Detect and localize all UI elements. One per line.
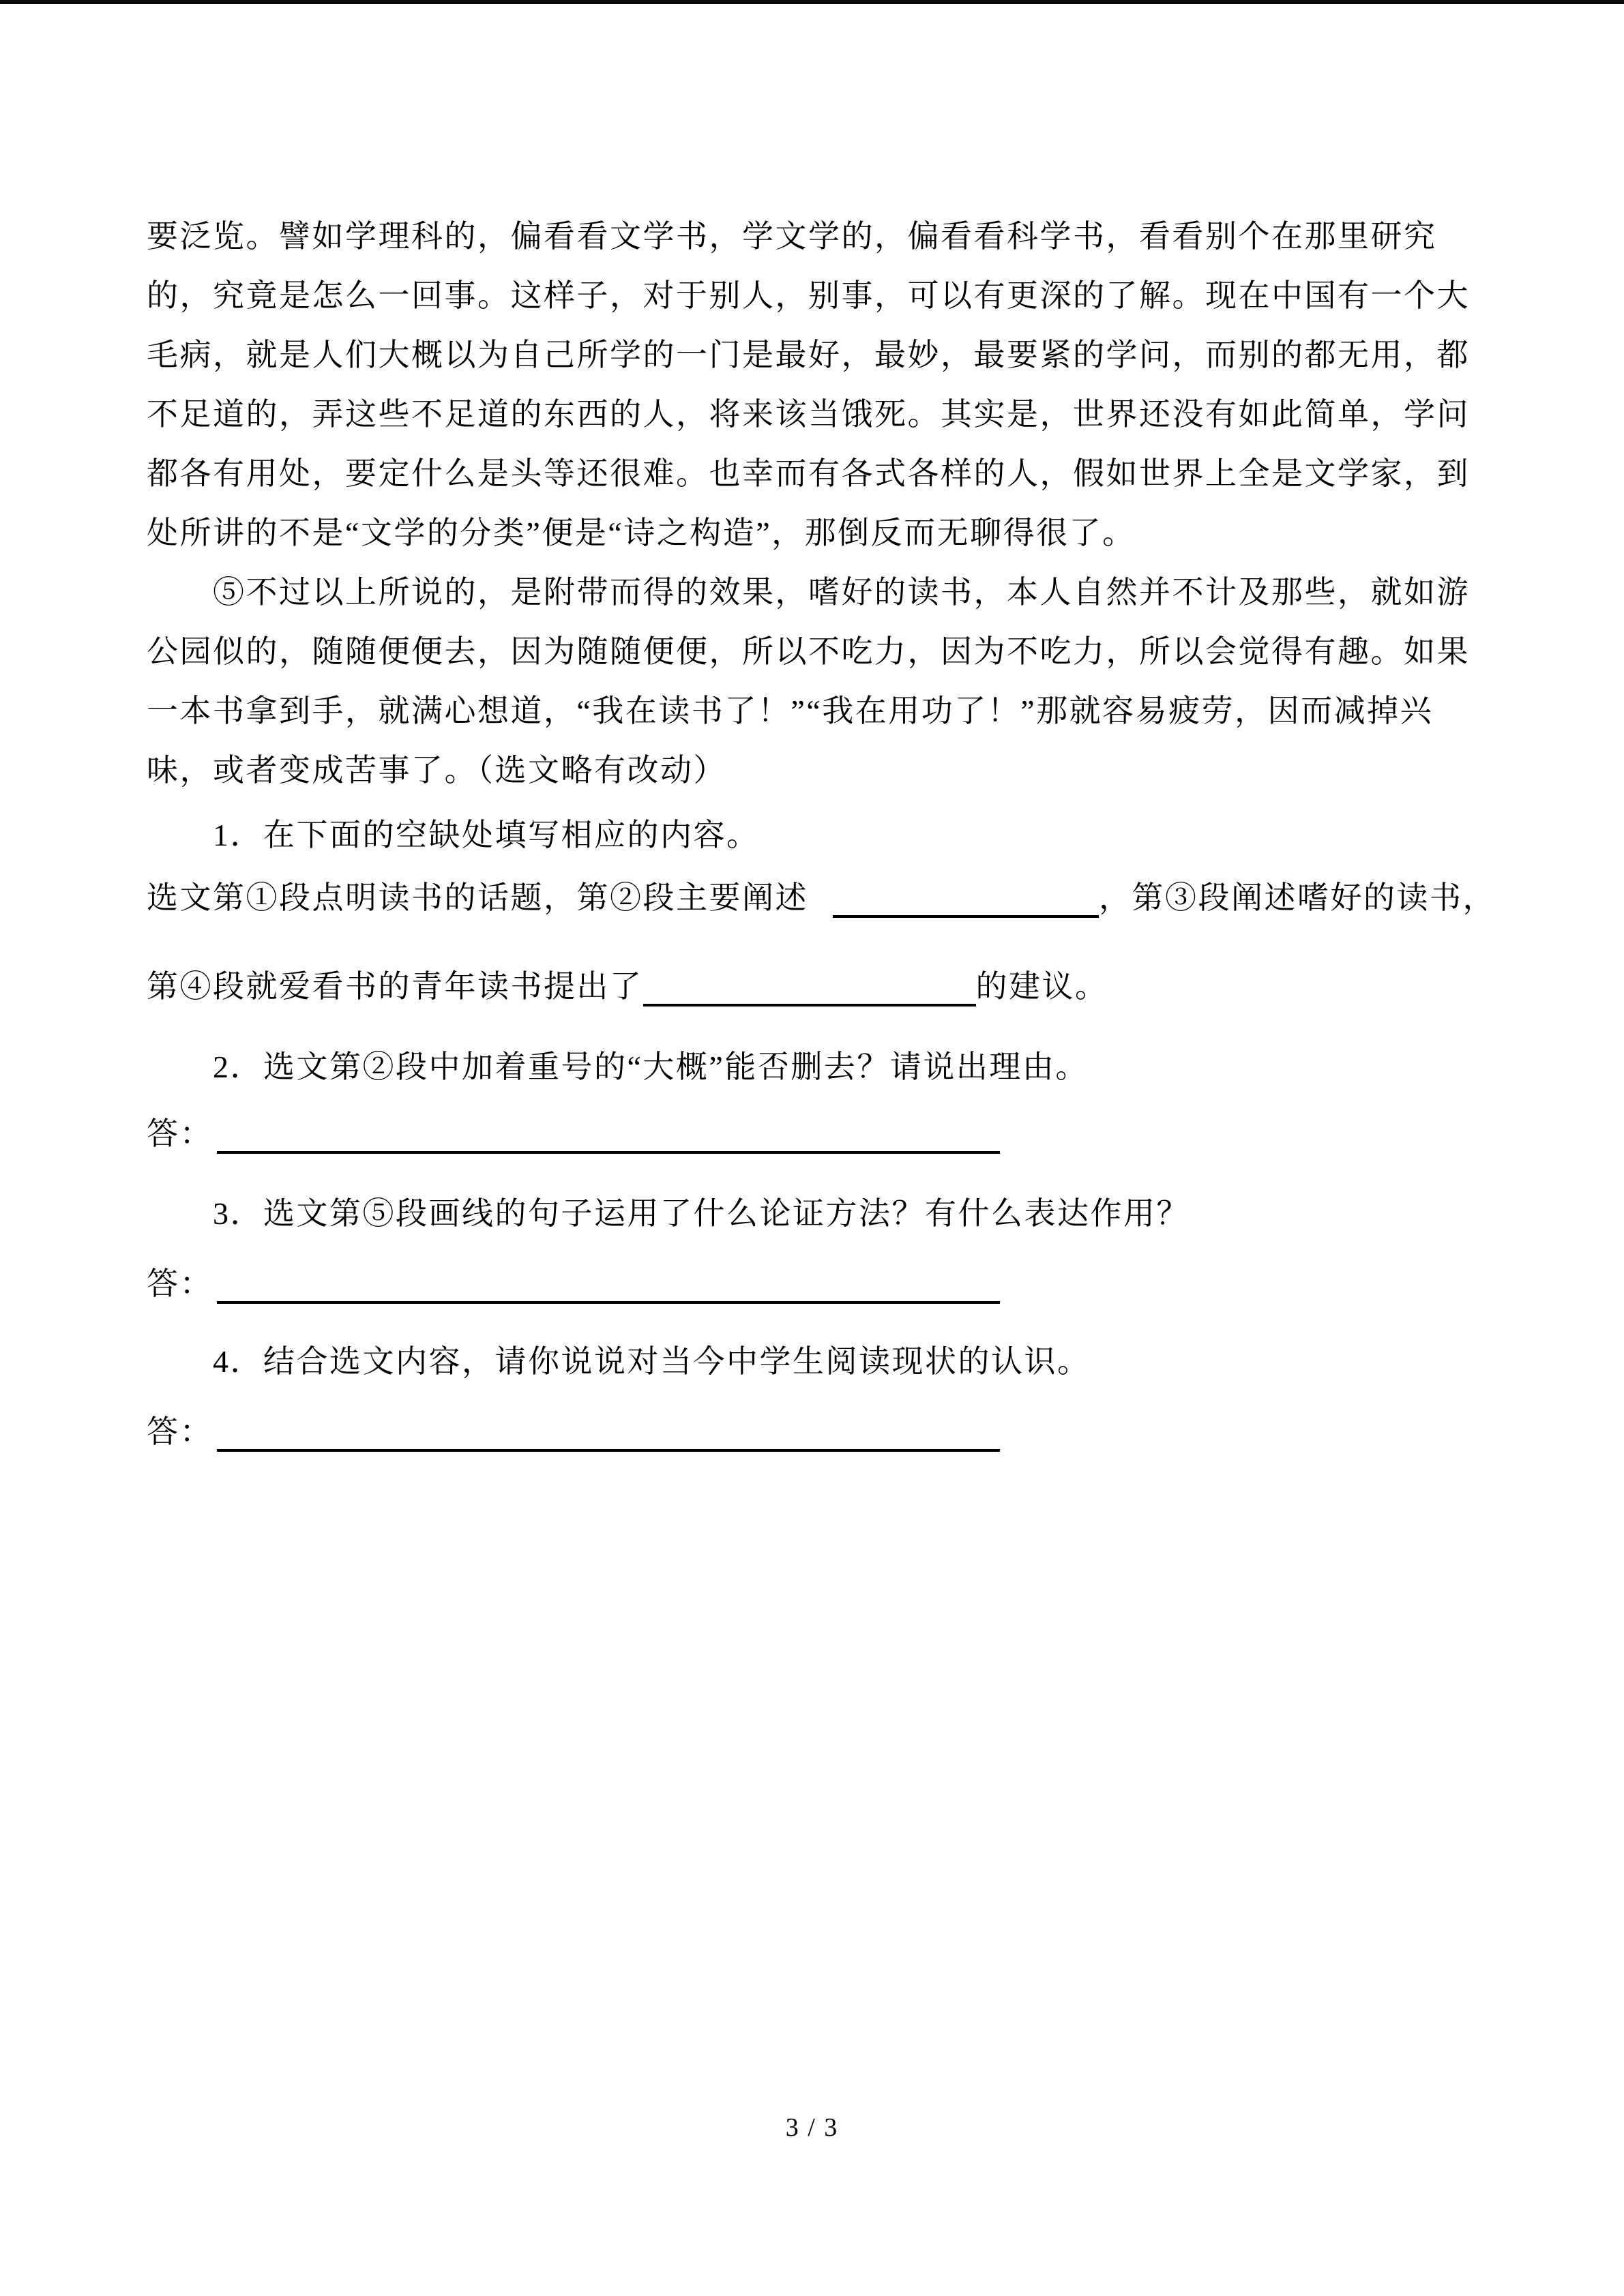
page-number: 3 / 3 — [785, 2113, 839, 2142]
passage-line: 处所讲的不是“文学的分类”便是“诗之构造”，那倒反而无聊得很了。 — [147, 516, 1136, 550]
question-3-prompt: 3．选文第⑤段画线的句子运用了什么论证方法？有什么表达作用？ — [213, 1196, 1190, 1231]
question-1-prompt: 1．在下面的空缺处填写相应的内容。 — [213, 818, 760, 852]
passage-line: 味，或者变成苦事了。（选文略有改动） — [147, 753, 726, 788]
passage-line: 要泛览。譬如学理科的，偏看看文学书，学文学的，偏看看科学书，看看别个在那里研究 — [147, 219, 1437, 254]
passage-line: 毛病，就是人们大概以为自己所学的一门是最好，最妙，最要紧的学问，而别的都无用，都 — [147, 338, 1470, 372]
question-2-answer-line — [147, 1104, 1545, 1163]
questions-section — [147, 805, 1545, 1461]
question-2-prompt: 2．选文第②段中加着重号的“大概”能否删去？请说出理由。 — [213, 1049, 1089, 1084]
fill-text-before: 第④段就爱看书的青年读书提出了 — [147, 969, 643, 1004]
fill-text-before: 选文第①段点明读书的话题，第②段主要阐述 — [147, 880, 808, 915]
passage-line-paragraph-5-start: ⑤不过以上所说的，是附带而得的效果，嗜好的读书，本人自然并不计及那些，就如游 — [213, 575, 1470, 610]
reading-passage — [147, 207, 1504, 800]
question-3-answer-blank — [217, 1277, 1000, 1304]
answer-label: 答： — [147, 1266, 213, 1301]
question-4-answer-blank — [217, 1425, 1000, 1452]
question-1-fill-line-1 — [147, 868, 1545, 927]
scan-edge-bar — [0, 0, 1624, 4]
passage-line: 公园似的，随随便便去，因为随随便便，所以不吃力，因为不吃力，所以会觉得有趣。如果 — [147, 634, 1470, 669]
answer-label: 答： — [147, 1414, 213, 1449]
passage-line: 都各有用处，要定什么是头等还很难。也幸而有各式各样的人，假如世界上全是文学家，到 — [147, 456, 1470, 491]
passage-line: 一本书拿到手，就满心想道，“我在读书了！”“我在用功了！”那就容易疲劳，因而减掉兴 — [147, 694, 1434, 728]
question-4-answer-line — [147, 1402, 1545, 1461]
question-1-blank-1 — [833, 891, 1099, 918]
answer-label: 答： — [147, 1116, 213, 1151]
question-2-answer-blank — [217, 1127, 1000, 1154]
question-3-answer-line — [147, 1254, 1545, 1313]
question-1-blank-2 — [643, 979, 976, 1007]
fill-text-after: 的建议。 — [975, 969, 1108, 1004]
passage-line: 不足道的，弄这些不足道的东西的人，将来该当饿死。其实是，世界还没有如此简单，学问 — [147, 397, 1470, 432]
fill-text-after: ，第③段阐述嗜好的读书， — [1099, 880, 1496, 915]
passage-line: 的，究竟是怎么一回事。这样子，对于别人，别事，可以有更深的了解。现在中国有一个大 — [147, 278, 1470, 313]
question-4-prompt: 4．结合选文内容，请你说说对当今中学生阅读现状的认识。 — [213, 1344, 1091, 1379]
question-1-fill-line-2 — [147, 957, 1545, 1016]
